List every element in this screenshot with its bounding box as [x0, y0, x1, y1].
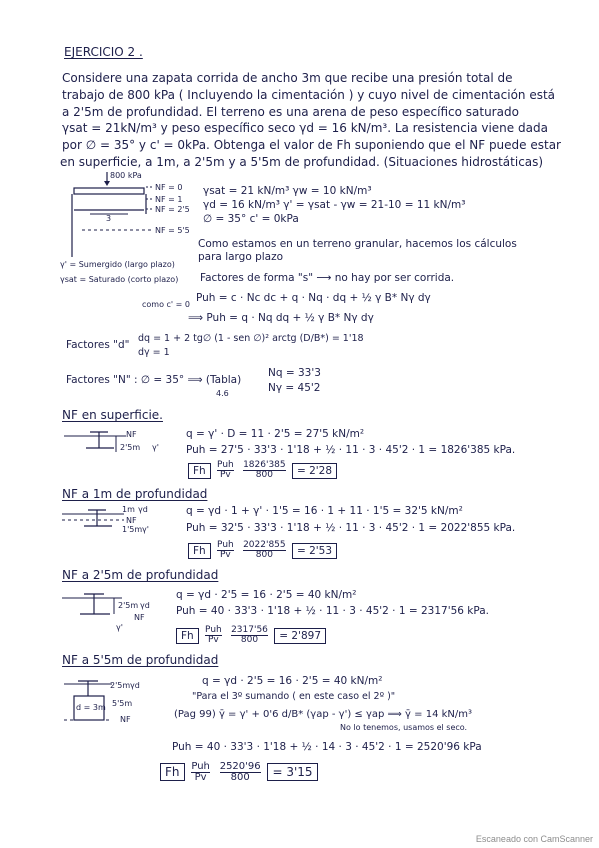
note: No lo tenemos, usamos el seco.: [340, 723, 468, 732]
formula: Nq = 33'3: [268, 367, 321, 379]
case-title: NF a 2'5m de profundidad: [62, 568, 219, 582]
fh-label: Fh: [160, 763, 185, 781]
fh-num: Puh: [191, 761, 210, 772]
table-page: 4.6: [216, 389, 229, 398]
scanner-watermark: Escaneado con CamScanner: [475, 834, 593, 844]
note: para largo plazo: [198, 251, 284, 263]
statement-line: Considere una zapata corrida de ancho 3m que recibe una presión total de: [62, 71, 513, 85]
depth-label: 2'5m: [110, 681, 131, 690]
statement-line: γsat = 21kN/m³ y peso específico seco γd = 16 kN/m³. La resistencia viene dada: [62, 121, 548, 135]
q-calc: q = γd · 1 + γ' · 1'5 = 16 · 1 + 11 · 1'5 = 32'5 kN/m²: [186, 505, 463, 517]
gamma-label: γ': [152, 443, 159, 452]
fh-den: Pv: [220, 470, 231, 480]
formula: dγ = 1: [138, 347, 170, 358]
puh-calc: Puh = 27'5 · 33'3 · 1'18 + ½ · 11 · 3 · 45'2 · 1 = 1826'385 kPa.: [186, 444, 516, 456]
fh-value: = 2'28: [292, 463, 337, 479]
puh-calc: Puh = 40 · 33'3 · 1'18 + ½ · 14 · 3 · 45'2 · 1 = 2520'96 kPa: [172, 741, 482, 753]
fh-num: Puh: [217, 460, 234, 470]
fh-den-value: 800: [255, 550, 273, 560]
legend-saturado: γsat = Saturado (corto plazo): [60, 275, 179, 284]
depth-label: 1m: [122, 505, 135, 514]
gamma-label: γ': [142, 525, 149, 534]
q-calc: q = γd · 2'5 = 16 · 2'5 = 40 kN/m²: [202, 675, 383, 687]
fh-den: Pv: [194, 772, 207, 783]
page-title: EJERCICIO 2 .: [64, 45, 143, 59]
fh-result: [188, 541, 337, 560]
fh-den: Pv: [220, 550, 231, 560]
statement-line: por ∅ = 35° y c' = 0kPa. Obtenga el valor de Fh suponiendo que el NF puede estar: [62, 138, 561, 152]
gamma-label: γd: [138, 505, 148, 514]
formula: Puh = c · Nc dc + q · Nq · dq + ½ γ B* Nγ dγ: [196, 292, 431, 304]
formula: ⟹ Puh = q · Nq dq + ½ γ B* Nγ dγ: [188, 312, 374, 324]
case-sketch: [64, 428, 184, 458]
nf-label: NF = 1: [155, 195, 183, 204]
note: como c' = 0: [142, 300, 190, 309]
legend-sumergido: γ' = Sumergido (largo plazo): [60, 260, 175, 269]
fh-den-value: 800: [255, 470, 273, 480]
formula: Nγ = 45'2: [268, 382, 321, 394]
statement-line: en superficie, a 1m, a 2'5m y a 5'5m de profundidad. (Situaciones hidrostáticas): [60, 155, 544, 169]
fh-label: Fh: [188, 463, 211, 479]
nf-label: NF = 5'5: [155, 226, 190, 235]
case-sketch: [62, 506, 187, 538]
puh-calc: Puh = 40 · 33'3 · 1'18 + ½ · 11 · 3 · 45'2 · 1 = 2317'56 kPa.: [176, 605, 490, 617]
fh-num-value: 2520'96: [219, 761, 261, 772]
nf-label: NF = 2'5: [155, 205, 190, 214]
width-label: 3: [106, 214, 112, 223]
fh-label: Fh: [176, 628, 199, 644]
shape-factors: Factores de forma "s" ⟶ no hay por ser corrida.: [200, 272, 455, 284]
depth-label: 2'5m: [118, 601, 139, 610]
case-sketch: [64, 678, 174, 730]
nf-label: NF = 0: [155, 183, 183, 192]
statement-line: trabajo de 800 kPa ( Incluyendo la cimentación ) y cuyo nivel de cimentación está: [62, 88, 556, 102]
gamma-label: γd: [140, 601, 150, 610]
fh-label: Fh: [188, 543, 211, 559]
fh-result: [176, 626, 326, 645]
n-factors-label: Factores "N" : ∅ = 35° ⟹ (Tabla): [66, 374, 242, 386]
fh-den: Pv: [208, 635, 219, 645]
case-title: NF a 5'5m de profundidad: [62, 653, 219, 667]
d-factors-label: Factores "d": [66, 339, 130, 351]
puh-calc: Puh = 32'5 · 33'3 · 1'18 + ½ · 11 · 3 · 45'2 · 1 = 2022'855 kPa.: [186, 522, 516, 534]
gamma-label: γd: [130, 681, 140, 690]
case-title: NF a 1m de profundidad: [62, 487, 208, 501]
formula: dq = 1 + 2 tg∅ (1 - sen ∅)² arctg (D/B*) = 1'18: [138, 333, 364, 344]
nf-label: NF: [126, 516, 137, 525]
depth-label: 5'5m: [112, 699, 133, 708]
nf-label: NF: [134, 613, 145, 622]
depth-label: 2'5m: [120, 443, 141, 452]
fh-num: Puh: [205, 625, 222, 635]
depth-label: 1'5m: [122, 525, 143, 534]
soil-data: ∅ = 35° c' = 0kPa: [203, 213, 299, 225]
fh-den-value: 800: [230, 772, 250, 783]
fh-result: [188, 461, 337, 480]
fh-den-value: 800: [240, 635, 259, 645]
case-sketch: [62, 590, 182, 636]
fh-num: Puh: [217, 540, 234, 550]
nf-label: NF: [120, 715, 131, 724]
fh-value: = 2'53: [292, 543, 337, 559]
depth-label: d = 3m: [76, 703, 106, 712]
q-calc: q = γd · 2'5 = 16 · 2'5 = 40 kN/m²: [176, 589, 357, 601]
gamma-label: γ': [116, 623, 123, 632]
nf-label: NF: [126, 430, 137, 439]
fh-result: [160, 762, 318, 783]
note: Como estamos en un terreno granular, hacemos los cálculos: [198, 238, 517, 250]
fh-num-value: 2022'855: [243, 540, 286, 550]
formula: (Pag 99) γ̄ = γ' + 0'6 d/B* (γap - γ') ≤ γap ⟹ γ̄ = 14 kN/m³: [174, 709, 473, 720]
soil-data: γsat = 21 kN/m³ γw = 10 kN/m³: [203, 185, 372, 197]
q-calc: q = γ' · D = 11 · 2'5 = 27'5 kN/m²: [186, 428, 365, 440]
fh-value: = 2'897: [274, 628, 326, 644]
fh-value: = 3'15: [267, 763, 317, 781]
load-label: 800 kPa: [110, 171, 142, 180]
note: "Para el 3º sumando ( en este caso el 2º )": [192, 691, 396, 702]
fh-num-value: 1826'385: [243, 460, 286, 470]
fh-num-value: 2317'56: [231, 625, 268, 635]
case-title: NF en superficie.: [62, 408, 163, 422]
statement-line: a 2'5m de profundidad. El terreno es una arena de peso específico saturado: [62, 105, 519, 119]
soil-data: γd = 16 kN/m³ γ' = γsat - γw = 21-10 = 11 kN/m³: [203, 199, 466, 211]
footing-sketch: [62, 172, 197, 262]
